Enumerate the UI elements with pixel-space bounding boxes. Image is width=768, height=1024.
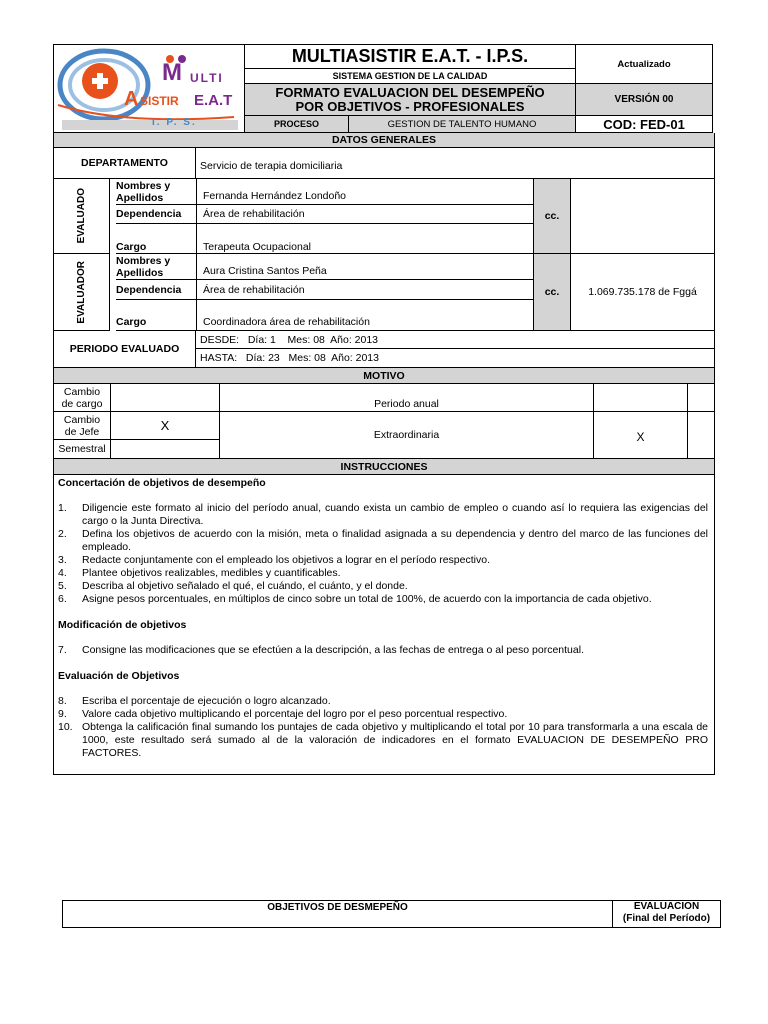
- evaluador-side: [54, 254, 110, 331]
- list-item: 2. Defina los objetivos de acuerdo con la misión, meta o finalidad asignada a su dependencia y dentro del marco de las funciones del empleado.: [58, 528, 708, 553]
- instr-list-1: [58, 502, 708, 606]
- logo-eat: E.A.T: [194, 92, 233, 109]
- evaluado-cc-value: [571, 179, 714, 254]
- instr-heading-1: Concertación de objetivos de desempeño: [58, 477, 266, 489]
- list-item: 10. Obtenga la calificación final sumando los puntajes de cada objetivo y multiplicando el total por 10 para transformarla a una escala de 1000, este resultado será sumado al de la valoración de indicadores en el formato EVALUACION DE DESEMPEÑO PRO FACTORES.: [58, 721, 708, 759]
- evaluador-cargo-value: Coordinadora área de rehabilitación: [196, 300, 533, 331]
- logo-ips: I. P. S.: [152, 117, 197, 128]
- extraordinaria-label: Extraordinaria: [220, 412, 594, 458]
- instr-list-2: [58, 644, 708, 657]
- evaluado-dependencia-label: Dependencia: [116, 205, 196, 224]
- semestral-label: Semestral: [54, 440, 111, 458]
- instrucciones-body: [53, 475, 715, 775]
- logo-m: M: [162, 59, 182, 86]
- periodo-anual-box: [594, 384, 688, 412]
- periodo-label: PERIODO EVALUADO: [54, 331, 196, 367]
- logo-asistir: SISTIR: [140, 94, 179, 108]
- evaluador-cc-value: 1.069.735.178 de Fggá: [571, 254, 714, 331]
- proceso-label: PROCESO: [245, 116, 349, 132]
- logo-multi: ULTI: [190, 71, 224, 85]
- periodo-anual-label: Periodo anual: [220, 384, 594, 412]
- periodo-hasta: HASTA: Día: 23 Mes: 08 Año: 2013: [200, 352, 379, 364]
- code-label: COD: FED-01: [575, 116, 712, 132]
- instr-heading-3: Evaluación de Objetivos: [58, 670, 180, 682]
- evaluacion-header-line2: (Final del Período): [622, 913, 711, 924]
- instr-list-3: [58, 695, 708, 760]
- evaluado-side: [54, 179, 110, 254]
- list-item: 6. Asigne pesos porcentuales, en múltiplos de cinco sobre un total de 100%, de acuerdo con la importancia de cada objetivo.: [58, 593, 652, 605]
- proceso-value: GESTION DE TALENTO HUMANO: [349, 116, 575, 132]
- evaluador-nombres-label: Nombres y Apellidos: [116, 254, 196, 280]
- evaluador-cargo-label: Cargo: [116, 300, 196, 331]
- evaluacion-header-line1: EVALUACION: [633, 901, 700, 912]
- evaluado-dependencia-value: Área de rehabilitación: [196, 205, 533, 224]
- system-name: SISTEMA GESTION DE LA CALIDAD: [245, 69, 575, 84]
- logo-graphic: [54, 45, 245, 132]
- evaluado-nombres-value: Fernanda Hernández Londoño: [196, 179, 533, 205]
- evaluador-cc-label: cc.: [533, 254, 571, 331]
- periodo-anual-extra: [688, 384, 714, 412]
- version-label: VERSIÓN 00: [575, 84, 712, 116]
- evaluado-cargo-label: Cargo: [116, 224, 196, 254]
- format-title: [245, 84, 575, 116]
- cambio-cargo-label: Cambio de cargo: [54, 384, 111, 412]
- departamento-label: DEPARTAMENTO: [54, 148, 196, 179]
- evaluador-dependencia-label: Dependencia: [116, 280, 196, 300]
- cambio-jefe-label: Cambio de Jefe: [54, 412, 111, 440]
- format-title-line1: FORMATO EVALUACION DEL DESEMPEÑO: [275, 85, 545, 100]
- instrucciones-title: INSTRUCCIONES: [53, 459, 715, 475]
- list-item: 1. Diligencie este formato al inicio del período anual, cuando exista un cambio de empleo o cuando así lo requiera las exigencias del cargo o la Junta Directiva.: [58, 502, 708, 527]
- extraordinaria-box: X: [594, 412, 688, 458]
- list-item: 5. Describa al objetivo señalado el qué, el cuándo, el cuánto, y el donde.: [58, 580, 408, 592]
- cambio-jefe-box: X: [111, 412, 220, 440]
- company-name: MULTIASISTIR E.A.T. - I.P.S.: [245, 45, 575, 69]
- datos-generales-title: DATOS GENERALES: [53, 133, 715, 148]
- objetivos-table-header: [62, 900, 721, 928]
- list-item: 4. Plantee objetivos realizables, medibles y cuantificables.: [58, 567, 341, 579]
- list-item: 9. Valore cada objetivo multiplicando el porcentaje del logro por el peso porcentual respectivo.: [58, 708, 508, 720]
- evaluado-nombres-label: Nombres y Apellidos: [116, 179, 196, 205]
- evaluador-side-label: EVALUADOR: [76, 260, 87, 324]
- format-title-line2: POR OBJETIVOS - PROFESIONALES: [295, 99, 525, 114]
- motivo-table: [53, 384, 715, 459]
- evaluado-cargo-value: Terapeuta Ocupacional: [196, 224, 533, 254]
- list-item: 3. Redacte conjuntamente con el empleado los objetivos a lograr en el período respectivo.: [58, 554, 490, 566]
- evaluacion-header: [613, 901, 720, 927]
- departamento-value: Servicio de terapia domiciliaria: [196, 148, 714, 179]
- list-item: 8. Escriba el porcentaje de ejecución o logro alcanzado.: [58, 695, 331, 707]
- instr-heading-2: Modificación de objetivos: [58, 619, 187, 631]
- list-item: 7. Consigne las modificaciones que se efectúen a la descripción, a las fechas de entrega o al peso porcentual.: [58, 644, 584, 656]
- updated-label: Actualizado: [575, 45, 712, 84]
- evaluado-side-label: EVALUADO: [76, 188, 87, 244]
- header-block: [53, 44, 713, 133]
- logo-a: A: [124, 88, 139, 110]
- evaluador-dependencia-value: Área de rehabilitación: [196, 280, 533, 300]
- objetivos-header: OBJETIVOS DE DESMEPEÑO: [63, 901, 613, 927]
- evaluador-nombres-value: Aura Cristina Santos Peña: [196, 254, 533, 280]
- cambio-cargo-box: [111, 384, 220, 412]
- datos-generales-table: [53, 148, 715, 368]
- motivo-title: MOTIVO: [53, 368, 715, 384]
- periodo-desde: DESDE: Día: 1 Mes: 08 Año: 2013: [196, 331, 714, 349]
- company-logo: [54, 45, 245, 132]
- evaluado-cc-label: cc.: [533, 179, 571, 254]
- semestral-box: [111, 440, 220, 458]
